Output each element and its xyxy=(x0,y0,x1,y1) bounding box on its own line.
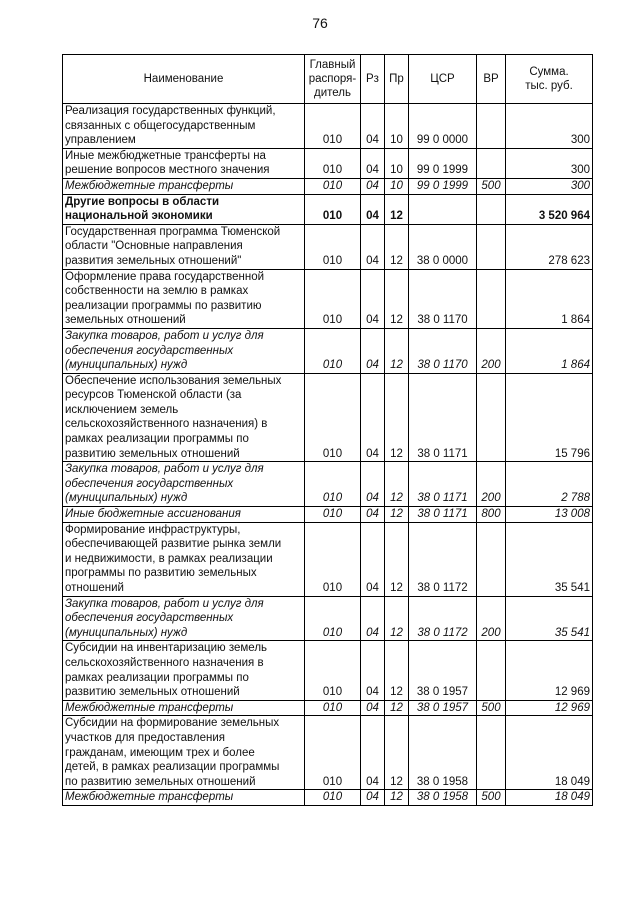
row-csr-cell: 38 0 1172 xyxy=(409,522,477,596)
row-sum-cell: 3 520 964 xyxy=(506,194,593,224)
row-pr-cell: 10 xyxy=(385,148,409,178)
row-sum-cell: 2 788 xyxy=(506,462,593,507)
row-name-cell xyxy=(63,596,305,641)
row-sum-cell: 35 541 xyxy=(506,522,593,596)
row-vr-cell xyxy=(477,194,506,224)
row-name-line: Закупка товаров, работ и услуг для xyxy=(65,463,264,476)
row-name-line: Межбюджетные трансферты xyxy=(65,701,234,714)
row-name-line: решение вопросов местного значения xyxy=(65,164,270,177)
row-pr-cell: 12 xyxy=(385,194,409,224)
table-row xyxy=(63,104,593,149)
row-vr-cell: 500 xyxy=(477,700,506,716)
row-name-line: Реализация государственных функций, xyxy=(65,105,276,117)
row-pr-cell: 12 xyxy=(385,716,409,790)
row-vr-cell: 200 xyxy=(477,596,506,641)
row-name-line: детей, в рамках реализации программы xyxy=(65,761,280,774)
row-csr-cell: 38 0 1957 xyxy=(409,700,477,716)
row-name-cell xyxy=(63,328,305,373)
budget-table xyxy=(62,54,593,806)
table-row xyxy=(63,224,593,269)
row-name-cell xyxy=(63,269,305,328)
row-rz-cell: 04 xyxy=(361,507,385,523)
row-name-line: (муниципальных) нужд xyxy=(65,626,188,639)
row-admin-cell: 010 xyxy=(305,462,361,507)
header-csr: ЦСР xyxy=(409,55,477,104)
row-csr-cell: 38 0 1958 xyxy=(409,716,477,790)
row-vr-cell: 500 xyxy=(477,178,506,194)
table-header-row xyxy=(63,55,593,104)
table-row xyxy=(63,596,593,641)
row-rz-cell: 04 xyxy=(361,790,385,806)
row-name-line: исключением земель xyxy=(65,403,179,416)
header-admin xyxy=(305,55,361,104)
row-name-line: рамках реализации программы по xyxy=(65,671,249,684)
row-admin-cell: 010 xyxy=(305,596,361,641)
row-name-line: Закупка товаров, работ и услуг для xyxy=(65,597,264,610)
table-row xyxy=(63,507,593,523)
row-name-line: сельскохозяйственного назначения) в xyxy=(65,418,268,431)
row-name-line: развития земельных отношений" xyxy=(65,254,242,267)
header-admin-line: распоря- xyxy=(308,73,357,85)
row-sum-cell: 278 623 xyxy=(506,224,593,269)
row-csr-cell: 99 0 1999 xyxy=(409,148,477,178)
row-name-line: Межбюджетные трансферты xyxy=(65,791,234,804)
row-name-line: развитию земельных отношений xyxy=(65,447,240,460)
row-vr-cell: 200 xyxy=(477,462,506,507)
row-name-line: Субсидии на инвентаризацию земель xyxy=(65,642,268,655)
row-name-line: Межбюджетные трансферты xyxy=(65,179,234,192)
row-name-line: Закупка товаров, работ и услуг для xyxy=(65,329,264,342)
row-name-line: и недвижимости, в рамках реализации xyxy=(65,552,273,565)
row-admin-cell: 010 xyxy=(305,716,361,790)
row-vr-cell xyxy=(477,716,506,790)
row-admin-cell: 010 xyxy=(305,194,361,224)
row-admin-cell: 010 xyxy=(305,373,361,462)
row-csr-cell: 38 0 1171 xyxy=(409,507,477,523)
row-name-line: Оформление права государственной xyxy=(65,270,265,283)
row-rz-cell: 04 xyxy=(361,596,385,641)
row-rz-cell: 04 xyxy=(361,194,385,224)
row-admin-cell: 010 xyxy=(305,700,361,716)
row-name-line: сельскохозяйственного назначения в xyxy=(65,656,264,669)
row-vr-cell xyxy=(477,148,506,178)
row-admin-cell: 010 xyxy=(305,328,361,373)
table-row xyxy=(63,194,593,224)
row-pr-cell: 12 xyxy=(385,596,409,641)
row-csr-cell: 38 0 1170 xyxy=(409,269,477,328)
row-name-cell xyxy=(63,507,305,523)
row-admin-cell: 010 xyxy=(305,178,361,194)
row-csr-cell: 38 0 1171 xyxy=(409,462,477,507)
row-name-line: Государственная программа Тюменской xyxy=(65,225,281,238)
row-name-cell xyxy=(63,790,305,806)
row-sum-cell: 12 969 xyxy=(506,700,593,716)
row-sum-cell: 13 008 xyxy=(506,507,593,523)
row-name-line: управлением xyxy=(65,134,136,147)
row-sum-cell: 300 xyxy=(506,148,593,178)
row-admin-cell: 010 xyxy=(305,104,361,149)
row-name-cell xyxy=(63,148,305,178)
table-row xyxy=(63,148,593,178)
row-name-line: обеспечения государственных xyxy=(65,344,234,357)
row-name-line: земельных отношений xyxy=(65,314,186,327)
table-row xyxy=(63,522,593,596)
row-pr-cell: 12 xyxy=(385,224,409,269)
row-name-cell xyxy=(63,522,305,596)
row-admin-cell: 010 xyxy=(305,641,361,700)
row-sum-cell: 300 xyxy=(506,178,593,194)
row-name-line: (муниципальных) нужд xyxy=(65,492,188,505)
row-rz-cell: 04 xyxy=(361,716,385,790)
row-name-line: собственности на землю в рамках xyxy=(65,285,249,298)
row-name-cell xyxy=(63,224,305,269)
row-pr-cell: 12 xyxy=(385,790,409,806)
row-pr-cell: 10 xyxy=(385,178,409,194)
row-rz-cell: 04 xyxy=(361,641,385,700)
row-name-cell xyxy=(63,462,305,507)
row-name-line: связанных с общегосударственным xyxy=(65,119,256,132)
row-pr-cell: 12 xyxy=(385,269,409,328)
row-name-line: национальной экономики xyxy=(65,210,213,223)
page-number: 76 xyxy=(312,15,328,31)
row-name-line: ресурсов Тюменской области (за xyxy=(65,389,242,402)
row-name-line: рамках реализации программы по xyxy=(65,433,249,446)
row-pr-cell: 12 xyxy=(385,328,409,373)
row-csr-cell: 99 0 1999 xyxy=(409,178,477,194)
row-sum-cell: 1 864 xyxy=(506,328,593,373)
header-sum-line: Сумма. xyxy=(529,66,569,78)
row-sum-cell: 35 541 xyxy=(506,596,593,641)
row-rz-cell: 04 xyxy=(361,522,385,596)
row-admin-cell: 010 xyxy=(305,522,361,596)
row-pr-cell: 12 xyxy=(385,507,409,523)
row-pr-cell: 12 xyxy=(385,641,409,700)
row-rz-cell: 04 xyxy=(361,178,385,194)
row-csr-cell: 38 0 1172 xyxy=(409,596,477,641)
table-row xyxy=(63,269,593,328)
row-name-line: программы по развитию земельных xyxy=(65,567,257,580)
row-rz-cell: 04 xyxy=(361,700,385,716)
row-name-line: Иные межбюджетные трансферты на xyxy=(65,149,266,162)
row-rz-cell: 04 xyxy=(361,462,385,507)
row-admin-cell: 010 xyxy=(305,507,361,523)
table-row xyxy=(63,716,593,790)
row-name-cell xyxy=(63,641,305,700)
row-name-line: Иные бюджетные ассигнования xyxy=(65,508,241,521)
row-sum-cell: 18 049 xyxy=(506,790,593,806)
row-name-line: участков для предоставления xyxy=(65,731,225,744)
header-sum-line: тыс. руб. xyxy=(525,80,573,92)
row-pr-cell: 10 xyxy=(385,104,409,149)
row-csr-cell: 38 0 0000 xyxy=(409,224,477,269)
row-name-line: (муниципальных) нужд xyxy=(65,359,188,372)
row-sum-cell: 12 969 xyxy=(506,641,593,700)
row-name-line: отношений xyxy=(65,582,124,594)
row-sum-cell: 15 796 xyxy=(506,373,593,462)
row-sum-cell: 300 xyxy=(506,104,593,149)
table-row xyxy=(63,641,593,700)
table-row xyxy=(63,373,593,462)
header-admin-line: дитель xyxy=(314,87,351,99)
row-rz-cell: 04 xyxy=(361,148,385,178)
row-name-line: Другие вопросы в области xyxy=(65,195,220,208)
row-vr-cell xyxy=(477,224,506,269)
row-vr-cell xyxy=(477,269,506,328)
row-sum-cell: 1 864 xyxy=(506,269,593,328)
header-name: Наименование xyxy=(63,55,305,104)
row-name-cell xyxy=(63,194,305,224)
row-vr-cell xyxy=(477,104,506,149)
row-name-line: по развитию земельных отношений xyxy=(65,775,256,788)
row-admin-cell: 010 xyxy=(305,224,361,269)
row-name-line: Субсидии на формирование земельных xyxy=(65,717,280,730)
row-name-line: реализации программы по развитию xyxy=(65,299,262,312)
row-name-cell xyxy=(63,373,305,462)
row-rz-cell: 04 xyxy=(361,328,385,373)
header-pr: Пр xyxy=(385,55,409,104)
row-pr-cell: 12 xyxy=(385,373,409,462)
row-name-line: обеспечивающей развитие рынка земли xyxy=(65,538,282,551)
row-csr-cell xyxy=(409,194,477,224)
row-name-cell xyxy=(63,104,305,149)
table-row xyxy=(63,462,593,507)
row-admin-cell: 010 xyxy=(305,269,361,328)
row-name-line: развитию земельных отношений xyxy=(65,686,240,699)
row-name-line: гражданам, имеющим трех и более xyxy=(65,746,255,759)
row-rz-cell: 04 xyxy=(361,269,385,328)
row-csr-cell: 99 0 0000 xyxy=(409,104,477,149)
row-pr-cell: 12 xyxy=(385,700,409,716)
table-row xyxy=(63,700,593,716)
row-sum-cell: 18 049 xyxy=(506,716,593,790)
row-admin-cell: 010 xyxy=(305,790,361,806)
row-vr-cell xyxy=(477,373,506,462)
row-name-cell xyxy=(63,716,305,790)
header-sum xyxy=(506,55,593,104)
row-vr-cell: 200 xyxy=(477,328,506,373)
table-row xyxy=(63,790,593,806)
row-name-line: обеспечения государственных xyxy=(65,477,234,490)
row-admin-cell: 010 xyxy=(305,148,361,178)
table-row xyxy=(63,328,593,373)
row-name-line: обеспечения государственных xyxy=(65,612,234,625)
row-vr-cell: 800 xyxy=(477,507,506,523)
row-csr-cell: 38 0 1170 xyxy=(409,328,477,373)
row-name-line: области "Основные направления xyxy=(65,240,243,253)
row-vr-cell xyxy=(477,641,506,700)
row-vr-cell: 500 xyxy=(477,790,506,806)
row-rz-cell: 04 xyxy=(361,224,385,269)
row-pr-cell: 12 xyxy=(385,462,409,507)
row-rz-cell: 04 xyxy=(361,104,385,149)
header-rz: Рз xyxy=(361,55,385,104)
row-csr-cell: 38 0 1957 xyxy=(409,641,477,700)
table-row xyxy=(63,178,593,194)
row-name-cell xyxy=(63,700,305,716)
header-vr: ВР xyxy=(477,55,506,104)
row-name-cell xyxy=(63,178,305,194)
row-rz-cell: 04 xyxy=(361,373,385,462)
row-name-line: Обеспечение использования земельных xyxy=(65,374,282,387)
row-csr-cell: 38 0 1958 xyxy=(409,790,477,806)
table-body xyxy=(63,104,593,806)
row-pr-cell: 12 xyxy=(385,522,409,596)
header-admin-line: Главный xyxy=(309,59,356,71)
row-csr-cell: 38 0 1171 xyxy=(409,373,477,462)
row-vr-cell xyxy=(477,522,506,596)
row-name-line: Формирование инфраструктуры, xyxy=(65,523,241,536)
